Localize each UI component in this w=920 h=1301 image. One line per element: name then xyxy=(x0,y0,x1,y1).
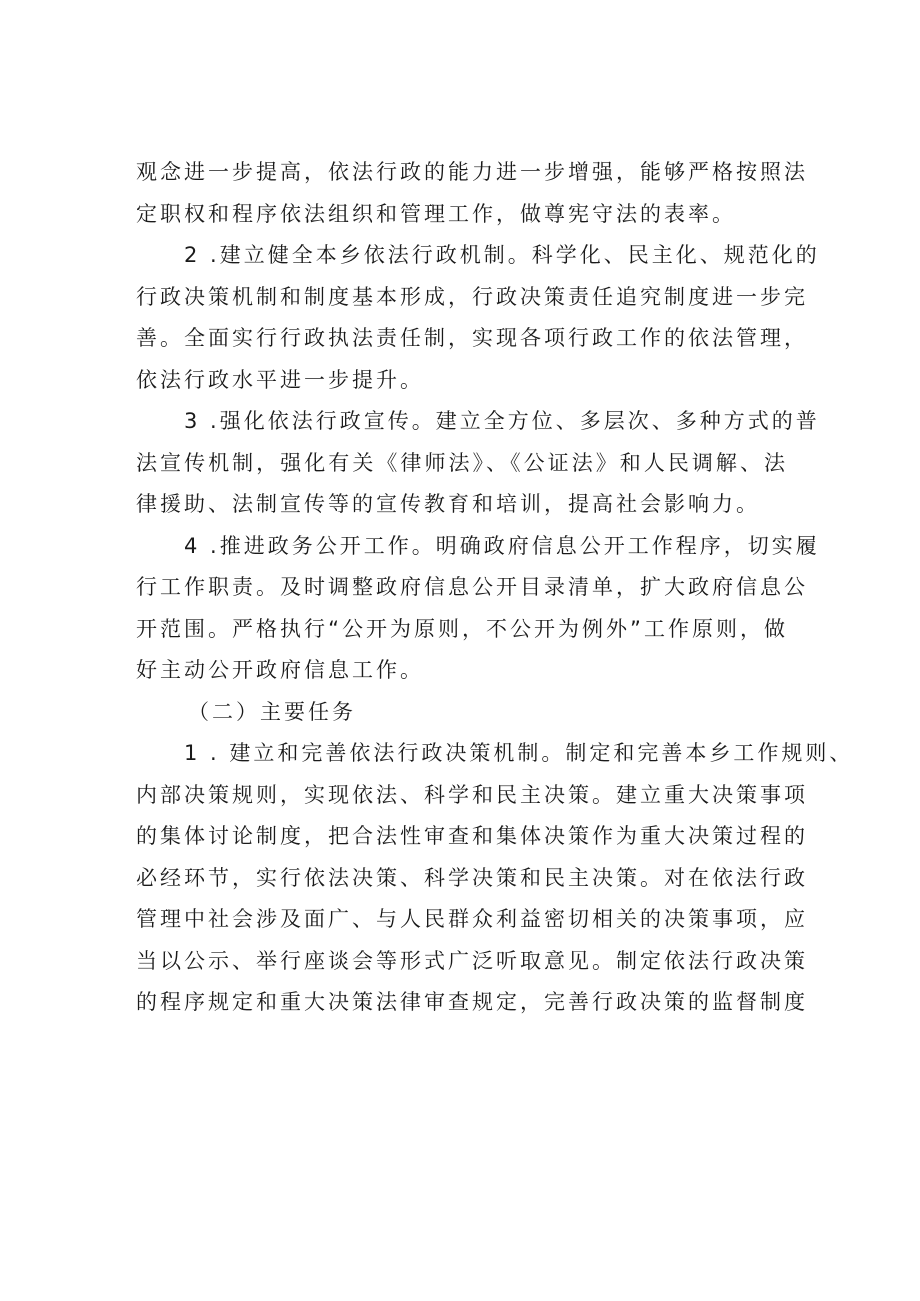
paragraph-line: 行政决策机制和制度基本形成，行政决策责任追究制度进一步完 xyxy=(136,284,808,309)
paragraph-line: 必经环节，实行依法决策、科学决策和民主决策。对在依法行政 xyxy=(136,865,808,890)
body-text xyxy=(136,152,854,1024)
paragraph-line: 当以公示、举行座谈会等形式广泛听取意见。制定依法行政决策 xyxy=(136,948,808,973)
paragraph-line: 的集体讨论制度，把合法性审查和集体决策作为重大决策过程的 xyxy=(136,824,808,848)
paragraph-line: 内部决策规则，实现依法、科学和民主决策。建立重大决策事项 xyxy=(136,782,808,807)
paragraph-line: 1 . 建立和完善依法行政决策机制。制定和完善本乡工作规则、 xyxy=(184,741,854,765)
paragraph-line: 3 .强化依法行政宣传。建立全方位、多层次、多种方式的普 xyxy=(184,409,820,433)
paragraph-line: 好主动公开政府信息工作。 xyxy=(136,658,424,682)
paragraph-line: 善。全面实行行政执法责任制，实现各项行政工作的依法管理， xyxy=(136,326,808,350)
paragraph-line: 行工作职责。及时调整政府信息公开目录清单，扩大政府信息公 xyxy=(136,575,808,599)
paragraph-line: 律援助、法制宣传等的宣传教育和培训，提高社会影响力。 xyxy=(136,492,760,516)
paragraph-line: 定职权和程序依法组织和管理工作，做尊宪守法的表率。 xyxy=(136,201,736,226)
paragraph-line: 管理中社会涉及面广、与人民群众利益密切相关的决策事项，应 xyxy=(136,907,808,931)
paragraph-line: 法宣传机制，强化有关《律师法》、《公证法》和人民调解、法 xyxy=(136,450,788,475)
paragraph-line: 观念进一步提高，依法行政的能力进一步增强，能够严格按照法 xyxy=(136,160,808,184)
paragraph-line: 开范围。严格执行“公开为原则，不公开为例外”工作原则，做 xyxy=(136,616,788,641)
paragraph-line: 4 .推进政务公开工作。明确政府信息公开工作程序，切实履 xyxy=(184,533,820,558)
paragraph-line: 2 .建立健全本乡依法行政机制。科学化、民主化、规范化的 xyxy=(184,243,820,267)
section-heading: （二）主要任务 xyxy=(188,699,356,724)
paragraph-line: 依法行政水平进一步提升。 xyxy=(136,367,424,392)
paragraph-line: 的程序规定和重大决策法律审查规定，完善行政决策的监督制度 xyxy=(136,990,808,1014)
